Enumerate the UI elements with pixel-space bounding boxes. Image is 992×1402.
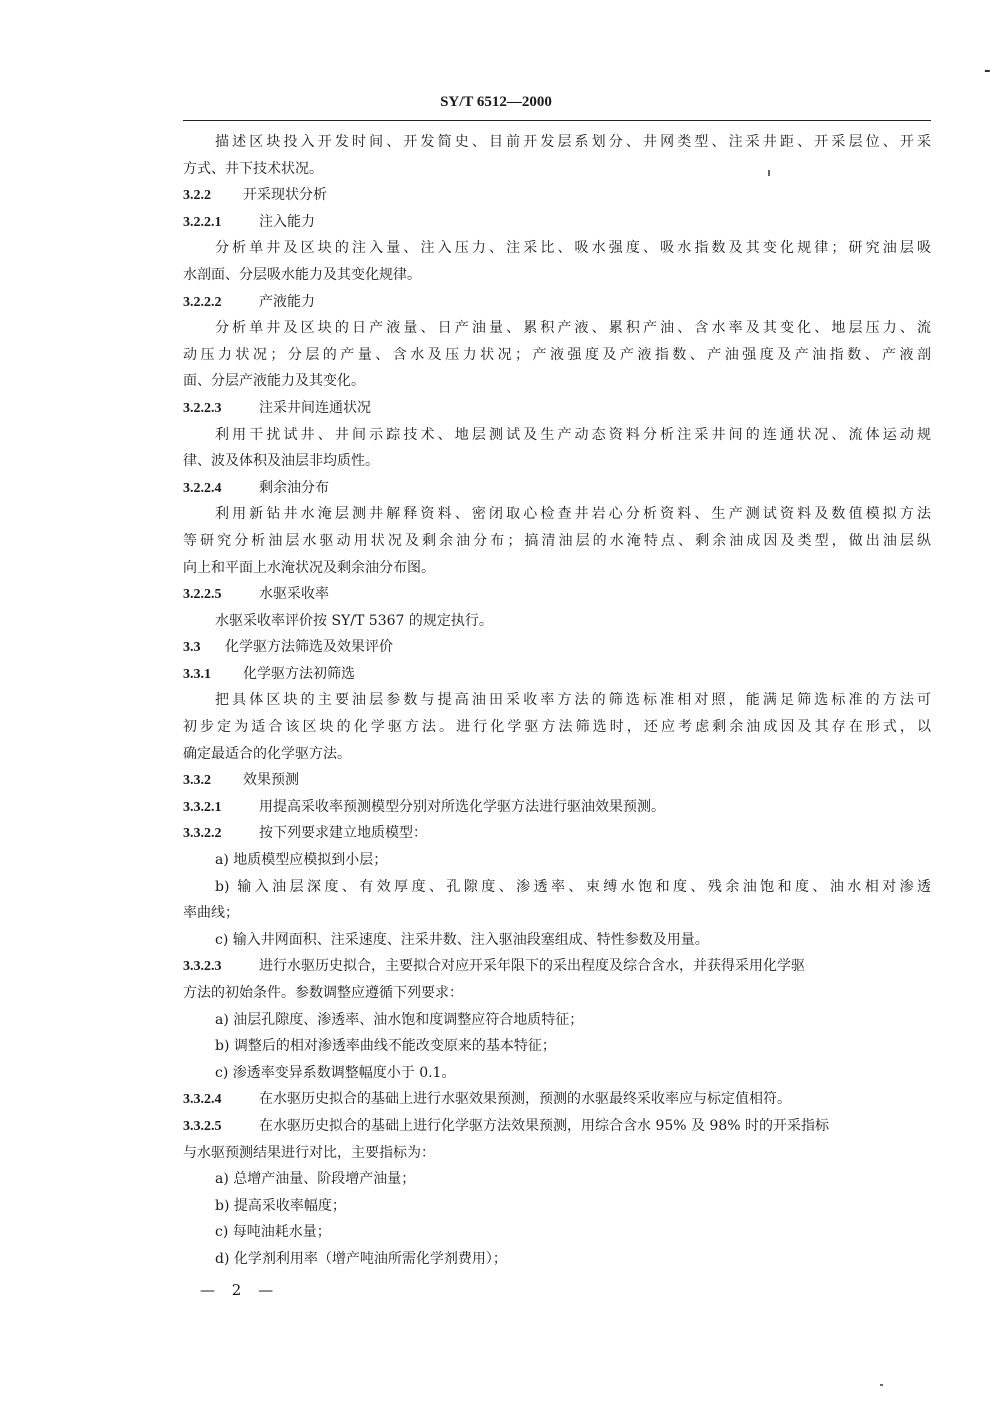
- section-title: 效果预测: [243, 772, 299, 789]
- list-item: c) 输入井网面积、注采速度、注采井数、注入驱油段塞组成、特性参数及用量。: [215, 931, 709, 948]
- section-title: 注入能力: [259, 213, 315, 230]
- clause-text: 用提高采收率预测模型分别对所选化学驱方法进行驱油效果预测。: [259, 798, 665, 815]
- clause-3-3-2-2: [183, 820, 931, 847]
- list-item: b) 输入油层深度、有效厚度、孔隙度、渗透率、束缚水饱和度、残余油饱和度、油水相对渗透: [215, 878, 931, 895]
- section-title: 水驱采收率: [259, 586, 329, 603]
- section-number: 3.3.2.2: [183, 826, 222, 842]
- section-title: 注采井间连通状况: [259, 399, 371, 416]
- paragraph-line: 把具体区块的主要油层参数与提高油田采收率方法的筛选标准相对照，能满足筛选标准的方法可: [215, 692, 931, 709]
- paragraph-line: 向上和平面上水淹状况及剩余油分布图。: [183, 559, 435, 576]
- scan-speck: [768, 170, 770, 176]
- page-number: — 2 —: [200, 1281, 280, 1299]
- section-number: 3.2.2.1: [183, 214, 222, 230]
- standard-code-header: SY/T 6512—2000: [440, 94, 552, 110]
- section-title: 开采现状分析: [243, 187, 327, 204]
- section-number: 3.2.2: [183, 188, 211, 204]
- section-heading-3-2-2-2: [183, 289, 931, 316]
- clause-text: 进行水驱历史拟合，主要拟合对应开采年限下的采出程度及综合含水，并获得采用化学驱: [259, 958, 805, 975]
- section-title: 产液能力: [259, 293, 315, 310]
- section-title: 剩余油分布: [259, 479, 329, 496]
- section-number: 3.2.2.4: [183, 480, 222, 496]
- clause-text: 在水驱历史拟合的基础上进行化学驱方法效果预测，用综合含水 95% 及 98% 时的开采指标: [259, 1117, 830, 1134]
- paragraph-line: 分析单井及区块的注入量、注入压力、注采比、吸水强度、吸水指数及其变化规律；研究油层吸: [215, 240, 931, 257]
- list-item-continuation: 率曲线；: [183, 905, 239, 922]
- section-title: 化学驱方法筛选及效果评价: [225, 639, 393, 656]
- section-heading-3-2-2-3: [183, 395, 931, 422]
- header-rule: [183, 120, 931, 121]
- paragraph-line: 与水驱预测结果进行对比，主要指标为：: [183, 1144, 435, 1161]
- paragraph-line: 描述区块投入开发时间、开发简史、目前开发层系划分、井网类型、注采井距、开采层位、开采: [215, 134, 931, 150]
- list-item: a) 地质模型应模拟到小层；: [215, 852, 388, 869]
- list-item: b) 调整后的相对渗透率曲线不能改变原来的基本特征；: [215, 1038, 556, 1055]
- clause-text: 按下列要求建立地质模型：: [259, 825, 427, 842]
- clause-3-3-2-1: [183, 794, 931, 821]
- paragraph-line: 律、波及体积及油层非均质性。: [183, 453, 379, 470]
- section-heading-3-3-2: [183, 767, 931, 794]
- clause-3-3-2-4: [183, 1086, 931, 1113]
- section-number: 3.2.2.5: [183, 587, 222, 603]
- paragraph-line: 等研究分析油层水驱动用状况及剩余油分布；搞清油层的水淹特点、剩余油成因及类型，做出油层纵: [183, 532, 931, 549]
- section-heading-3-2-2-5: [183, 581, 931, 608]
- clause-3-3-2-5: [183, 1113, 931, 1140]
- list-item: b) 提高采收率幅度；: [215, 1197, 346, 1214]
- section-number: 3.2.2.2: [183, 294, 222, 310]
- section-number: 3.3.2.1: [183, 799, 222, 815]
- list-item: d) 化学剂利用率（增产吨油所需化学剂费用）；: [215, 1250, 507, 1267]
- section-number: 3.3: [183, 640, 201, 656]
- paragraph-line: 面、分层产液能力及其变化。: [183, 373, 365, 390]
- section-heading-3-3-1: [183, 661, 931, 688]
- section-number: 3.3.2.4: [183, 1092, 222, 1108]
- paragraph-line: 利用新钻井水淹层测井解释资料、密闭取心检查井岩心分析资料、生产测试资料及数值模拟方法: [215, 506, 931, 523]
- section-number: 3.3.2: [183, 773, 211, 789]
- section-title: 化学驱方法初筛选: [243, 665, 355, 682]
- section-number: 3.2.2.3: [183, 400, 222, 416]
- paragraph-line: 动压力状况；分层的产量、含水及压力状况；产液强度及产液指数、产油强度及产油指数、产液剖: [183, 346, 931, 363]
- paragraph-line: 水驱采收率评价按 SY/T 5367 的规定执行。: [215, 612, 493, 629]
- section-heading-3-2-2: [183, 182, 931, 209]
- page-edge-mark: -: [984, 60, 991, 79]
- document-body: [183, 129, 931, 1273]
- section-heading-3-2-2-1: [183, 209, 931, 236]
- clause-text: 在水驱历史拟合的基础上进行水驱效果预测，预测的水驱最终采收率应与标定值相符。: [259, 1091, 791, 1108]
- paragraph-line: 利用干扰试井、井间示踪技术、地层测试及生产动态资料分析注采井间的连通状况、流体运动规: [215, 426, 931, 443]
- paragraph-line: 方式、井下技术状况。: [183, 160, 323, 177]
- paragraph-line: 初步定为适合该区块的化学驱方法。进行化学驱方法筛选时，还应考虑剩余油成因及其存在形式，以: [183, 719, 931, 736]
- section-number: 3.3.1: [183, 666, 211, 682]
- list-item: a) 油层孔隙度、渗透率、油水饱和度调整应符合地质特征；: [215, 1011, 584, 1028]
- list-item: c) 渗透率变异系数调整幅度小于 0.1。: [215, 1064, 456, 1081]
- list-item: a) 总增产油量、阶段增产油量；: [215, 1171, 416, 1188]
- scan-speck: [880, 1384, 883, 1386]
- paragraph-line: 确定最适合的化学驱方法。: [183, 745, 351, 762]
- section-heading-3-3: [183, 634, 931, 661]
- clause-3-3-2-3: [183, 953, 931, 980]
- section-number: 3.3.2.3: [183, 959, 222, 975]
- list-item: c) 每吨油耗水量；: [215, 1224, 331, 1241]
- section-number: 3.3.2.5: [183, 1118, 222, 1134]
- paragraph-line: 分析单井及区块的日产液量、日产油量、累积产液、累积产油、含水率及其变化、地层压力、流: [215, 320, 931, 337]
- paragraph-line: 水剖面、分层吸水能力及其变化规律。: [183, 266, 421, 283]
- paragraph-line: 方法的初始条件。参数调整应遵循下列要求：: [183, 985, 463, 1001]
- section-heading-3-2-2-4: [183, 475, 931, 502]
